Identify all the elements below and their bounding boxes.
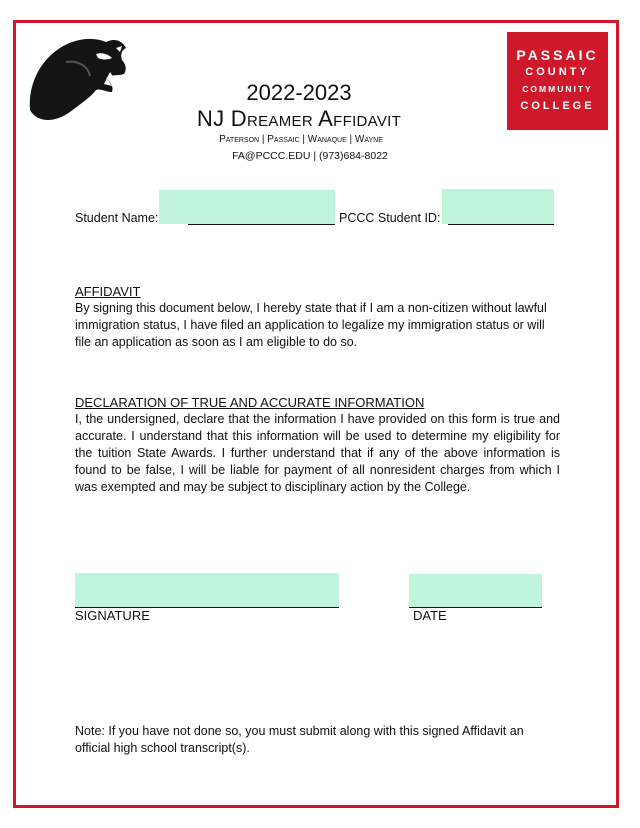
college-logo-line3: COMMUNITY	[522, 84, 593, 94]
student-id-field[interactable]	[442, 189, 554, 224]
signature-label: SIGNATURE	[75, 608, 150, 623]
page-title: NJ Dreamer Affidavit	[196, 106, 402, 131]
declaration-section	[75, 394, 560, 496]
student-name-label: Student Name:	[75, 211, 159, 225]
signature-field[interactable]	[75, 573, 339, 607]
form-year: 2022-2023	[246, 80, 352, 105]
affidavit-section	[75, 283, 560, 351]
affidavit-text: By signing this document below, I hereby state that if I am a non-citizen without lawful immigration status, I have filed an application to legalize my immigration status or will file an application as soon as I am eligible to do so.	[75, 301, 547, 349]
date-label: DATE	[413, 608, 447, 623]
note-text: Note: If you have not done so, you must submit along with this signed Affidavit an official high school transcript(s).	[75, 724, 524, 755]
date-field[interactable]	[409, 574, 542, 607]
college-logo-line1: PASSAIC	[516, 47, 599, 63]
college-logo-line2: COUNTY	[525, 66, 590, 78]
campus-list: Paterson | Passaic | Wanaque | Wayne	[219, 134, 383, 145]
college-logo-line4: COLLEGE	[520, 100, 595, 112]
student-id-label: PCCC Student ID:	[339, 211, 441, 225]
student-name-underline	[188, 224, 335, 225]
contact-info: FA@PCCC.EDU | (973)684-8022	[232, 150, 388, 162]
declaration-heading: DECLARATION OF TRUE AND ACCURATE INFORMATION	[75, 395, 425, 410]
declaration-text: I, the undersigned, declare that the information I have provided on this form is true and accurate. I understand that this information will be used to determine my eligibility for the tuition State Awards. I further understand that if any of the above information is found to be false, I will be liable for payment of all nonresident charges from which I was exempted and may be subject to disciplinary action by the College.	[75, 412, 560, 494]
affidavit-heading: AFFIDAVIT	[75, 284, 141, 299]
student-id-underline	[448, 224, 554, 225]
student-name-field[interactable]	[159, 190, 335, 224]
